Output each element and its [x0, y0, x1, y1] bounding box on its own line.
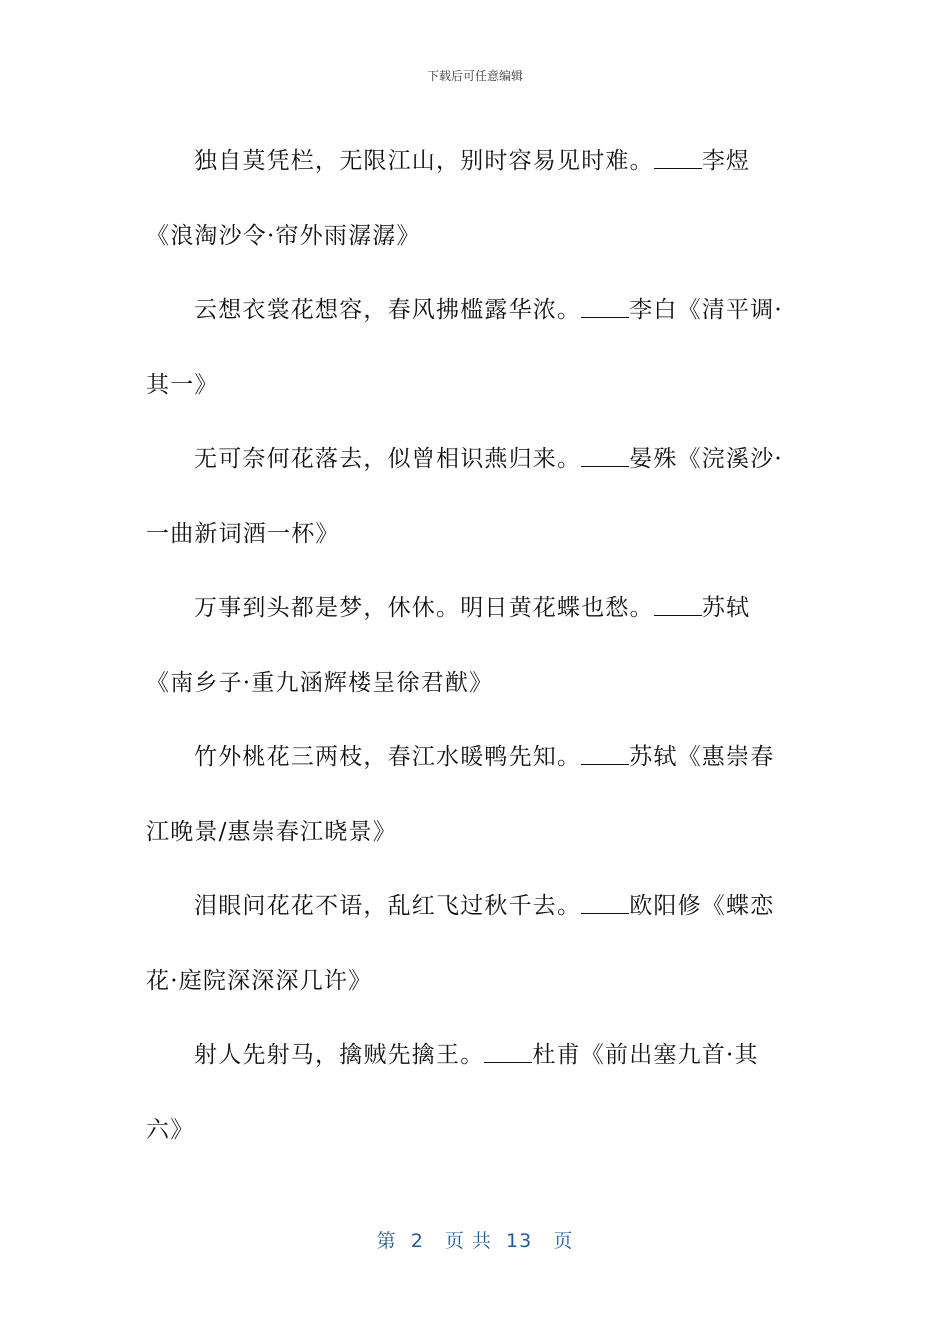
verse-text: 万事到头都是梦，休休。明日黄花蝶也愁。	[194, 595, 654, 621]
page-number: 第 2 页 共 13 页	[376, 1230, 574, 1252]
verse-text: 云想衣裳花想容，春风拂槛露华浓。	[194, 297, 582, 323]
source-text: 欧阳修《蝶恋花·庭院深深深几许》	[146, 893, 775, 994]
page-header: 下载后可任意编辑	[426, 69, 523, 83]
answer-blank	[581, 893, 629, 914]
poem-entry	[146, 720, 794, 869]
poem-entry	[146, 571, 794, 720]
answer-blank	[654, 148, 702, 169]
source-text: 李煜《浪淘沙令·帘外雨潺潺》	[146, 148, 751, 249]
poem-entry	[146, 869, 794, 1018]
source-text: 苏轼《南乡子·重九涵辉楼呈徐君猷》	[146, 595, 751, 696]
source-text: 晏殊《浣溪沙·一曲新词酒一杯》	[146, 446, 783, 547]
document-body	[146, 124, 794, 1167]
source-text: 苏轼《惠崇春江晚景/惠崇春江晓景》	[146, 744, 775, 845]
answer-blank	[484, 1042, 532, 1063]
poem-entry	[146, 422, 794, 571]
verse-text: 泪眼问花花不语，乱红飞过秋千去。	[194, 893, 582, 919]
poem-entry	[146, 124, 794, 273]
answer-blank	[581, 297, 629, 318]
answer-blank	[654, 595, 702, 616]
answer-blank	[581, 744, 629, 765]
source-text: 李白《清平调·其一》	[146, 297, 783, 398]
source-text: 杜甫《前出塞九首·其六》	[146, 1042, 759, 1143]
poem-entry	[146, 273, 794, 422]
poem-entry	[146, 1018, 794, 1167]
verse-text: 无可奈何花落去，似曾相识燕归来。	[194, 446, 582, 472]
answer-blank	[581, 446, 629, 467]
verse-text: 竹外桃花三两枝，春江水暖鸭先知。	[194, 744, 582, 770]
verse-text: 射人先射马，擒贼先擒王。	[194, 1042, 485, 1068]
verse-text: 独自莫凭栏，无限江山，别时容易见时难。	[194, 148, 654, 174]
